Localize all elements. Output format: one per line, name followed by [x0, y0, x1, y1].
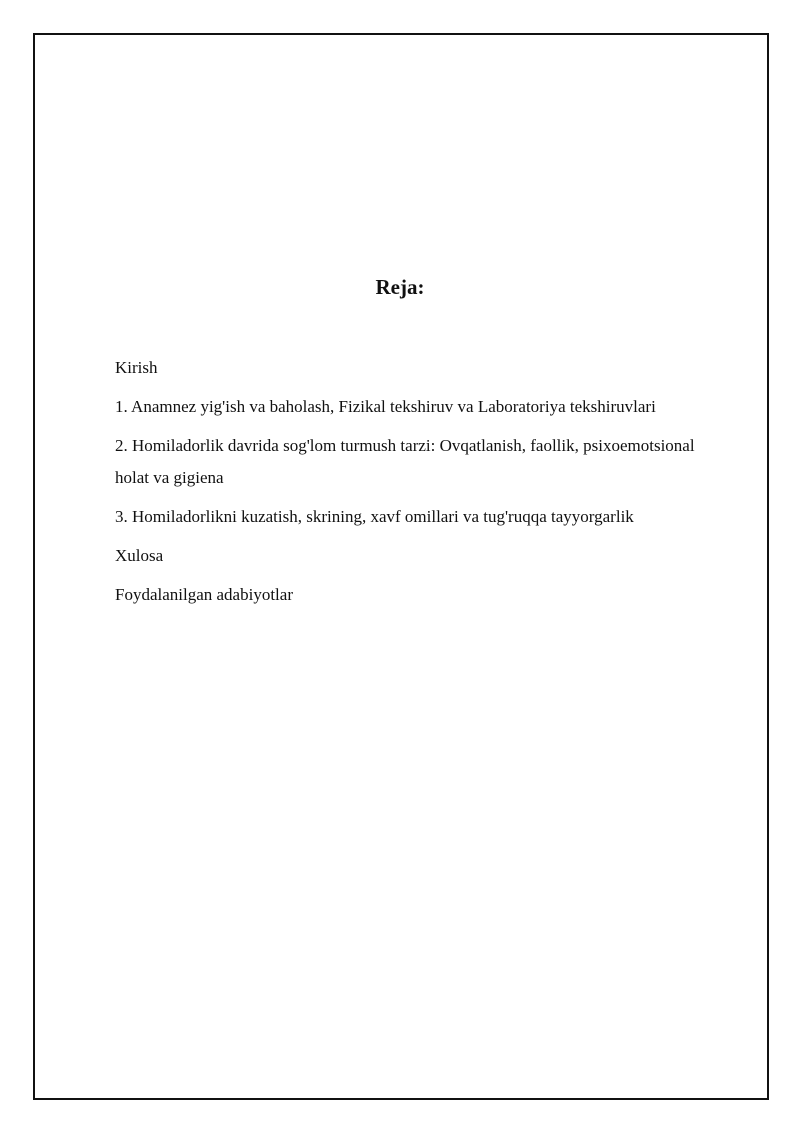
toc-item-introduction: Kirish — [115, 358, 158, 377]
document-title: Reja: — [375, 275, 425, 299]
toc-item-references: Foydalanilgan adabiyotlar — [115, 585, 293, 604]
toc-item-conclusion: Xulosa — [115, 546, 164, 565]
toc-item-section-1: 1. Anamnez yig'ish va baholash, Fizikal tekshiruv va Laboratoriya tekshiruvlari — [115, 397, 656, 416]
table-of-contents — [115, 352, 725, 618]
toc-item-section-3: 3. Homiladorlikni kuzatish, skrining, xavf omillari va tug'ruqqa tayyorgarlik — [115, 507, 634, 526]
toc-item-section-2: 2. Homiladorlik davrida sog'lom turmush tarzi: Ovqatlanish, faollik, psixoemotsional holat va gigiena — [115, 436, 695, 487]
